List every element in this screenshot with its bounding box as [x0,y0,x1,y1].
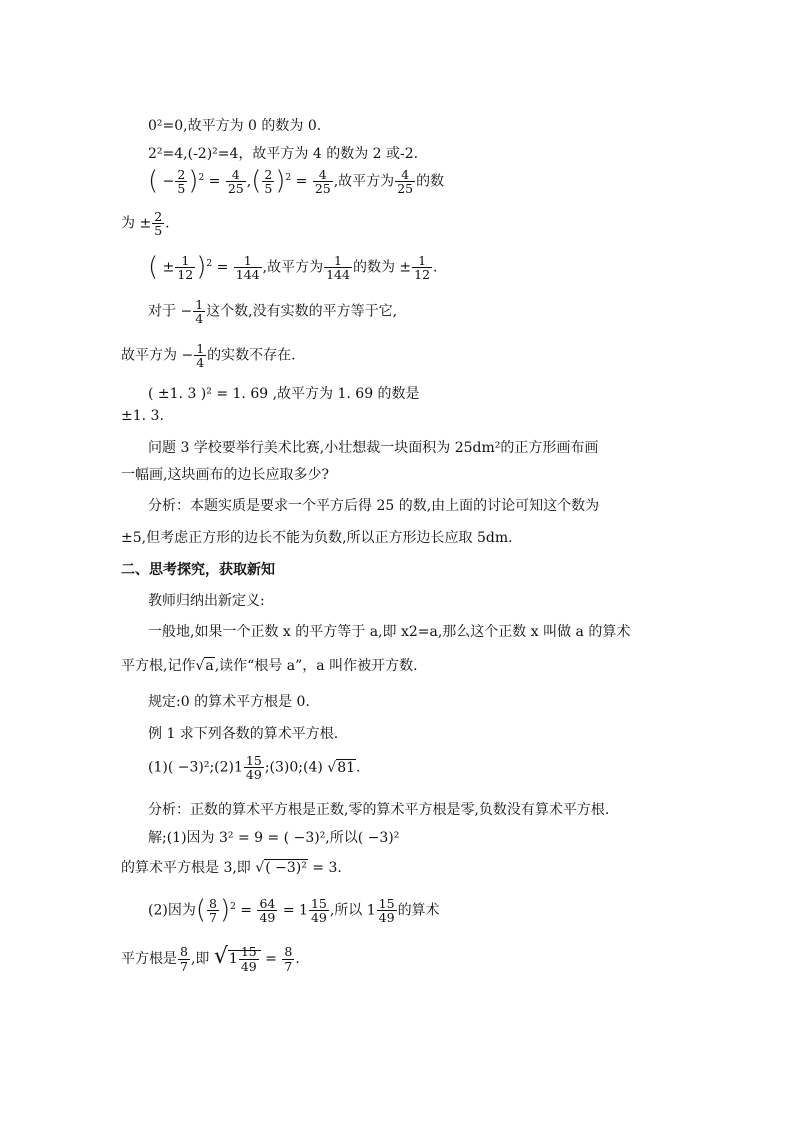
section-heading: 二、思考探究，获取新知 [121,562,275,578]
sqrt: √a [195,658,214,674]
text-line: 一幅画,这块画布的边长应取多少? [121,467,329,483]
math-line: (2)因为( $\frac{8}{7}$ )$^2$ = $\frac{64}{49}$ = 1 $\frac{15}{49}$ ,所以 1 $\frac{15}{49}$ 的算术 [148,895,440,926]
text-line: 分析：正数的算术平方根是正数,零的算术平方根是零,负数没有算术平方根. [148,802,610,818]
text-line: 解;(1)因为 3² = 9 = ( −3)²,所以( −3)² [148,830,400,846]
text-line: 0²=0,故平方为 0 的数为 0. [148,118,322,134]
text-line: 教师归纳出新定义: [148,593,265,609]
text-line: 2²=4,(-2)²=4，故平方为 4 的数为 2 或-2. [148,146,419,162]
math-line: 对于 − $\frac{1}{4}$ 这个数,没有实数的平方等于它, [148,297,398,327]
text-line: 规定:0 的算术平方根是 0. [148,694,310,710]
text-line: ±1. 3. [121,408,164,424]
text-line: 问题 3 学校要举行美术比赛,小壮想裁一块面积为 25dm²的正方形画布画 [148,440,599,456]
math-line: 故平方为 − $\frac{1}{4}$ 的实数不存在. [121,341,296,371]
text-line: 分析：本题实质是要求一个平方后得 25 的数,由上面的讨论可知这个数为 [148,498,600,514]
paren: ( [148,166,159,196]
math-line: 的算术平方根是 3,即 √( −3)² = 3. [121,860,342,876]
text-line: ±5,但考虑正方形的边长不能为负数,所以正方形边长应取 5dm. [121,530,513,546]
math-line: 平方根是 $\frac{8}{7}$ ,即 √1 $\frac{15}{49}$ = $\frac{8}{7}$ . [121,944,300,974]
math-line: ( − $\frac{2}{5}$ )$^2$ = $\frac{4}{25}$ ,( $\frac{2}{5}$ )$^2$ = $\frac{4}{25}$ ,故平方为 $\frac{4}{25}$ 的数 [148,166,445,197]
fraction: $\frac{2}{5}$ [177,166,186,197]
text-line: 一般地,如果一个正数 x 的平方等于 a,即 x2=a,那么这个正数 x 叫做 a 的算术 [148,624,631,640]
math-line: 为 ± $\frac{2}{5}$ . [121,209,170,239]
math-line: 平方根,记作√a,读作“根号 a”，a 叫作被开方数. [121,658,418,674]
text-line: ( ±1. 3 )² = 1. 69 ,故平方为 1. 69 的数是 [148,386,420,402]
text-line: 例 1 求下列各数的算术平方根. [148,726,339,742]
math-line: ( ± $\frac{1}{12}$ )$^2$ = $\frac{1}{144}$ ,故平方为 $\frac{1}{144}$ 的数为 ± $\frac{1}{12}$ . [148,252,438,283]
math-line: (1)( −3)²;(2)1 $\frac{15}{49}$ ;(3)0;(4) √81. [148,753,361,783]
